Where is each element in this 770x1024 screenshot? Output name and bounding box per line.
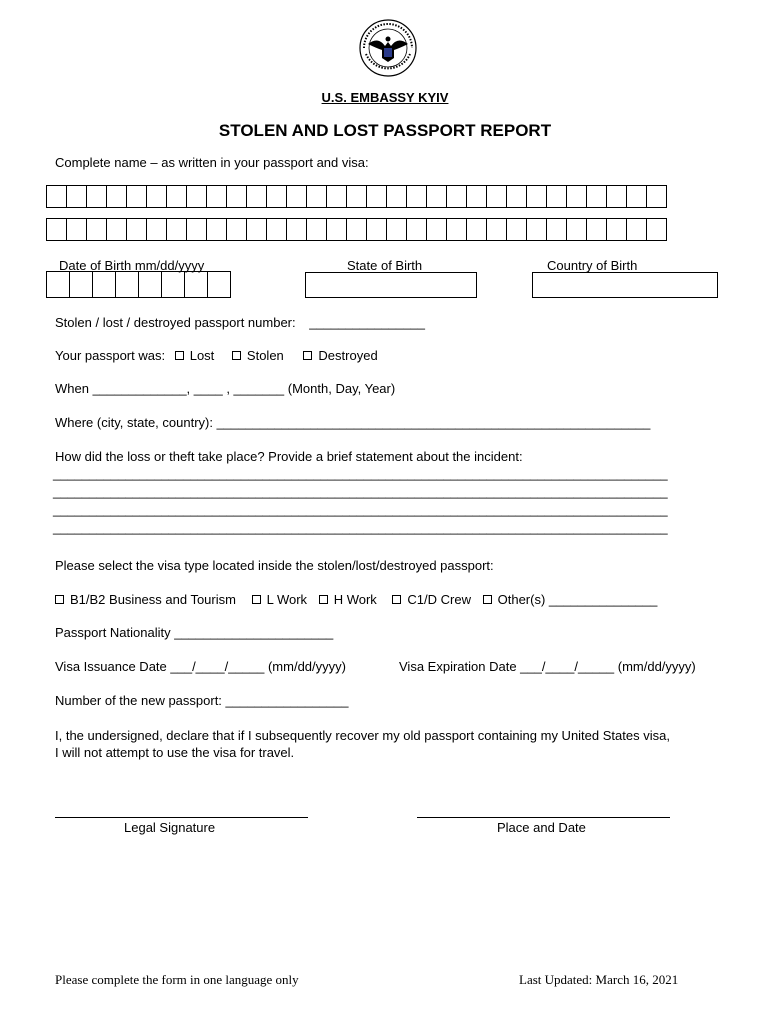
us-embassy-seal-icon bbox=[358, 18, 418, 78]
name-char-cell[interactable] bbox=[346, 185, 367, 208]
name-char-cell[interactable] bbox=[266, 218, 287, 241]
footer-last-updated: Last Updated: March 16, 2021 bbox=[519, 972, 679, 987]
name-char-cell[interactable] bbox=[606, 218, 627, 241]
name-char-cell[interactable] bbox=[446, 185, 467, 208]
new-passport-number-field[interactable]: Number of the new passport: _________________ bbox=[55, 693, 349, 708]
name-char-cell[interactable] bbox=[66, 185, 87, 208]
declaration-line-2: I will not attempt to use the visa for travel. bbox=[55, 745, 295, 760]
dob-label: Date of Birth mm/dd/yyyy bbox=[59, 258, 205, 273]
embassy-name: U.S. EMBASSY KYIV bbox=[321, 90, 449, 105]
name-char-cell[interactable] bbox=[306, 185, 327, 208]
visa-option-l-work[interactable]: L Work bbox=[252, 592, 307, 607]
name-char-cell[interactable] bbox=[586, 218, 607, 241]
name-grid-row-1[interactable] bbox=[46, 185, 666, 208]
visa-option-c1d-crew[interactable]: C1/D Crew bbox=[392, 592, 471, 607]
passport-number-label: Stolen / lost / destroyed passport number: bbox=[55, 315, 296, 330]
name-char-cell[interactable] bbox=[646, 218, 667, 241]
signature-line[interactable] bbox=[55, 817, 308, 818]
incident-line[interactable]: _____________________________________________________________________________________ bbox=[53, 520, 668, 535]
name-char-cell[interactable] bbox=[186, 185, 207, 208]
visa-type-prompt: Please select the visa type located inside the stolen/lost/destroyed passport: bbox=[55, 558, 494, 573]
name-char-cell[interactable] bbox=[546, 218, 567, 241]
name-char-cell[interactable] bbox=[246, 218, 267, 241]
name-grid-row-2[interactable] bbox=[46, 218, 666, 241]
dob-digit-cell[interactable] bbox=[184, 271, 208, 298]
place-and-date-label: Place and Date bbox=[497, 820, 586, 835]
legal-signature-label: Legal Signature bbox=[124, 820, 216, 835]
declaration-line-1: I, the undersigned, declare that if I subsequently recover my old passport containing my United States visa, bbox=[55, 728, 670, 743]
visa-option-other[interactable]: Other(s) _______________ bbox=[483, 592, 658, 607]
dob-digit-cell[interactable] bbox=[161, 271, 185, 298]
l-work-checkbox[interactable] bbox=[252, 595, 261, 604]
dob-digit-cell[interactable] bbox=[92, 271, 116, 298]
name-char-cell[interactable] bbox=[286, 218, 307, 241]
name-char-cell[interactable] bbox=[406, 185, 427, 208]
place-date-line[interactable] bbox=[417, 817, 670, 818]
visa-option-b1b2[interactable]: B1/B2 Business and Tourism bbox=[55, 592, 236, 607]
declaration bbox=[55, 727, 670, 761]
state-of-birth-field[interactable] bbox=[305, 272, 477, 298]
name-char-cell[interactable] bbox=[486, 185, 507, 208]
name-char-cell[interactable] bbox=[446, 218, 467, 241]
name-char-cell[interactable] bbox=[146, 185, 167, 208]
name-char-cell[interactable] bbox=[506, 185, 527, 208]
incident-question: How did the loss or theft take place? Provide a brief statement about the incident: bbox=[55, 449, 523, 464]
name-char-cell[interactable] bbox=[306, 218, 327, 241]
name-char-cell[interactable] bbox=[266, 185, 287, 208]
name-char-cell[interactable] bbox=[86, 185, 107, 208]
name-char-cell[interactable] bbox=[346, 218, 367, 241]
name-char-cell[interactable] bbox=[126, 218, 147, 241]
name-char-cell[interactable] bbox=[586, 185, 607, 208]
incident-line[interactable]: _____________________________________________________________________________________ bbox=[53, 484, 668, 499]
name-char-cell[interactable] bbox=[286, 185, 307, 208]
dob-digit-cell[interactable] bbox=[138, 271, 162, 298]
state-of-birth-label: State of Birth bbox=[347, 258, 423, 273]
other-checkbox[interactable] bbox=[483, 595, 492, 604]
name-char-cell[interactable] bbox=[46, 218, 67, 241]
footer-language-note: Please complete the form in one language only bbox=[55, 972, 299, 987]
dob-digit-cell[interactable] bbox=[207, 271, 231, 298]
name-char-cell[interactable] bbox=[166, 185, 187, 208]
incident-line[interactable]: _____________________________________________________________________________________ bbox=[53, 466, 668, 481]
name-char-cell[interactable] bbox=[386, 218, 407, 241]
country-of-birth-field[interactable] bbox=[532, 272, 718, 298]
name-char-cell[interactable] bbox=[126, 185, 147, 208]
dob-digit-cell[interactable] bbox=[46, 271, 70, 298]
dob-digit-cell[interactable] bbox=[69, 271, 93, 298]
name-char-cell[interactable] bbox=[426, 218, 447, 241]
visa-issuance-date-field[interactable]: Visa Issuance Date ___/____/_____ (mm/dd/yyyy) bbox=[55, 659, 346, 674]
name-char-cell[interactable] bbox=[46, 185, 67, 208]
name-char-cell[interactable] bbox=[366, 185, 387, 208]
status-option-lost[interactable]: Lost bbox=[175, 348, 215, 363]
incident-line[interactable]: _____________________________________________________________________________________ bbox=[53, 502, 668, 517]
passport-status-row bbox=[55, 348, 378, 363]
visa-type-options bbox=[55, 592, 657, 607]
name-char-cell[interactable] bbox=[226, 185, 247, 208]
name-char-cell[interactable] bbox=[426, 185, 447, 208]
dob-digit-cell[interactable] bbox=[115, 271, 139, 298]
c1d-crew-checkbox[interactable] bbox=[392, 595, 401, 604]
name-char-cell[interactable] bbox=[626, 218, 647, 241]
name-char-cell[interactable] bbox=[406, 218, 427, 241]
name-char-cell[interactable] bbox=[246, 185, 267, 208]
where-field[interactable]: Where (city, state, country): ____________________________________________________________ bbox=[55, 415, 651, 430]
lost-checkbox[interactable] bbox=[175, 351, 184, 360]
destroyed-checkbox[interactable] bbox=[303, 351, 312, 360]
b1b2-checkbox[interactable] bbox=[55, 595, 64, 604]
name-char-cell[interactable] bbox=[526, 185, 547, 208]
name-char-cell[interactable] bbox=[606, 185, 627, 208]
name-char-cell[interactable] bbox=[106, 218, 127, 241]
name-char-cell[interactable] bbox=[106, 185, 127, 208]
name-char-cell[interactable] bbox=[566, 218, 587, 241]
name-char-cell[interactable] bbox=[66, 218, 87, 241]
form-title: STOLEN AND LOST PASSPORT REPORT bbox=[218, 121, 552, 140]
name-char-cell[interactable] bbox=[546, 185, 567, 208]
name-char-cell[interactable] bbox=[166, 218, 187, 241]
name-char-cell[interactable] bbox=[526, 218, 547, 241]
name-char-cell[interactable] bbox=[466, 218, 487, 241]
name-char-cell[interactable] bbox=[226, 218, 247, 241]
country-of-birth-label: Country of Birth bbox=[547, 258, 638, 273]
name-char-cell[interactable] bbox=[466, 185, 487, 208]
dob-field[interactable] bbox=[46, 271, 230, 298]
stolen-checkbox[interactable] bbox=[232, 351, 241, 360]
name-char-cell[interactable] bbox=[626, 185, 647, 208]
name-char-cell[interactable] bbox=[186, 218, 207, 241]
incident-statement-area[interactable] bbox=[53, 465, 668, 537]
name-char-cell[interactable] bbox=[386, 185, 407, 208]
passport-number-row[interactable] bbox=[55, 315, 425, 330]
passport-status-label: Your passport was: bbox=[55, 348, 166, 363]
name-char-cell[interactable] bbox=[566, 185, 587, 208]
passport-nationality-field[interactable]: Passport Nationality ______________________ bbox=[55, 625, 334, 640]
name-char-cell[interactable] bbox=[86, 218, 107, 241]
name-char-cell[interactable] bbox=[486, 218, 507, 241]
name-char-cell[interactable] bbox=[206, 185, 227, 208]
name-char-cell[interactable] bbox=[506, 218, 527, 241]
visa-option-h-work[interactable]: H Work bbox=[319, 592, 377, 607]
status-option-stolen[interactable]: Stolen bbox=[232, 348, 284, 363]
status-option-destroyed[interactable]: Destroyed bbox=[303, 348, 377, 363]
name-char-cell[interactable] bbox=[326, 185, 347, 208]
visa-expiration-date-field[interactable]: Visa Expiration Date ___/____/_____ (mm/dd/yyyy) bbox=[399, 659, 696, 674]
name-char-cell[interactable] bbox=[146, 218, 167, 241]
name-label: Complete name – as written in your passport and visa: bbox=[55, 155, 369, 170]
h-work-checkbox[interactable] bbox=[319, 595, 328, 604]
when-field[interactable]: When _____________, ____ , _______ (Month, Day, Year) bbox=[55, 381, 396, 396]
name-char-cell[interactable] bbox=[326, 218, 347, 241]
passport-number-blank[interactable]: ________________ bbox=[309, 315, 425, 330]
name-char-cell[interactable] bbox=[206, 218, 227, 241]
name-char-cell[interactable] bbox=[646, 185, 667, 208]
name-char-cell[interactable] bbox=[366, 218, 387, 241]
